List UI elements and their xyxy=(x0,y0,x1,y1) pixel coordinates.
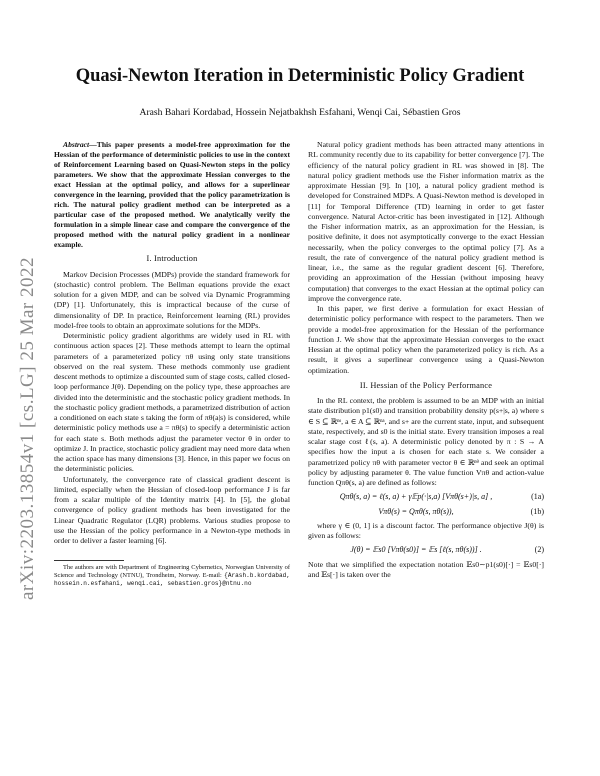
equation-1a xyxy=(308,492,544,502)
right-column xyxy=(308,140,544,580)
footnote-text: The authors are with Department of Engineering Cybernetics, Norwegian University of Science and Technology (NTNU), Trondheim, Norway. E-mail: xyxy=(54,564,290,580)
left-column xyxy=(54,140,290,588)
equation-2-body: J(θ) = 𝔼s0 [Vπθ(s0)] = 𝔼s [ℓ(s, πθ(s))] . xyxy=(350,545,482,555)
abstract-label: Abstract xyxy=(63,140,90,149)
equation-2 xyxy=(308,545,544,555)
intro-paragraph-1: Markov Decision Processes (MDPs) provide the standard framework for (stochastic) control problem. The Bellman equations provide the exact solution for a given MDP, and can be solved via Dynamic Programming (DP) [1]. Unfortunately, this is impractical because of the curse of dimensionality of DP. In practice, Reinforcement learning (RL) provides model-free tools to obtain an approximate solutions for the MDPs. xyxy=(54,269,290,330)
after-eq1-text: where γ ∈ (0, 1] is a discount factor. The performance objective J(θ) is given as follows: xyxy=(308,520,544,540)
equation-1a-number: (1a) xyxy=(531,492,544,502)
section-heading-hessian: II. Hessian of the Policy Performance xyxy=(359,380,493,390)
footnote xyxy=(54,564,290,588)
footnote-rule xyxy=(54,560,124,561)
abstract-text: —This paper presents a model-free approximation for the Hessian of the performance of deterministic policies to use in the context of Reinforcement Learning based on Quasi-Newton steps in the policy parameters. We show that the approximate Hessian converges to the exact Hessian at the optimal policy, and allows for a superlinear convergence in the learning, provided that the policy parametrization is rich. The natural policy gradient method can be interpreted as a particular case of the proposed method. We analytically verify the formulation in a simple linear case and compare the convergence of the proposed method with the natural policy gradient in a nonlinear example. xyxy=(54,140,290,249)
paper-title: Quasi-Newton Iteration in Deterministic Policy Gradient xyxy=(75,66,525,86)
intro-paragraph-2: Deterministic policy gradient algorithms are widely used in RL with continuous action spaces [2]. These methods attempt to learn the optimal parameters of a parameterized policy πθ using only state transitions observed on the real system. These methods commonly use gradient descent methods to optimize a discounted sum of stage costs, called closed-loop performance J(θ). Depending on the policy type, these approaches are divided into the deterministic and the stochastic policy gradient methods. In the stochastic policy gradient methods, a parametrized distribution of action a conditioned on each state s taking the form of πθ(a|s) is considered, while deterministic policy methods use a = πθ(s) to specify a deterministic action for each state s. Both methods adjust the parameter vector θ in order to optimize J. In practice, stochastic policy gradient may need more data when the action space has many dimensions [3]. Hence, in this paper we focus on the deterministic policies. xyxy=(54,331,290,474)
equation-2-number: (2) xyxy=(534,545,544,555)
abstract xyxy=(54,140,290,249)
arxiv-identifier: arXiv:2203.13854v1 [cs.LG] 25 Mar 2022 xyxy=(17,256,38,600)
equation-1b xyxy=(308,507,544,517)
right-paragraph-2: In this paper, we first derive a formulation for exact Hessian of deterministic policy performance with respect to the parameters. Then we provide a model-free approximation for the Hessian of the performance function J. We show that the approximate Hessian converges to the exact Hessian at the optimal policy when the parameterized policy is rich. As a result, it gives a superlinear convergence using a Quasi-Newton optimization. xyxy=(308,304,544,375)
footnote-emails: {Arash.b.kordabad, hossein.n.esfahani, wenqi.cai, sebastien.gros}@ntnu.no xyxy=(54,572,290,588)
right-paragraph-1: Natural policy gradient methods has been attracted many attentions in RL community recently due to its capability for better convergence [7]. The efficiency of the natural policy gradient in RL was showed in [8]. The natural policy gradient methods use the Fisher information matrix as the approximate Hessian [9]. In [10], a natural policy gradient method is developed for Constrained MDPs. A Quasi-Newton method is developed in [11] for Temporal Difference (TD) learning in order to get faster convergence. Natural Actor-critic has been investigated in [12]. Although the Fisher information matrix, as an approximation for the Hessian, is positive definite, it does not asymptotically converge to the exact Hessian necessarily, when the policy converges to the optimal policy [7]. As a result, the rate of convergence of the natural policy gradient method is linear, i.e., the same as the regular gradient descent [6]. Therefore, providing an approximation of the Hessian (without imposing heavy computation) that converges to the exact Hessian at the optimal policy can improve the convergence rate. xyxy=(308,140,544,303)
paper-authors: Arash Bahari Kordabad, Hossein Nejatbakhsh Esfahani, Wenqi Cai, Sébastien Gros xyxy=(139,107,461,118)
equation-1b-number: (1b) xyxy=(530,506,544,516)
after-eq2-text: Note that we simplified the expectation notation 𝔼s0∼p1(s0)[·] = 𝔼s0[·] and 𝔼s[·] is taken over the xyxy=(308,559,544,579)
equation-1a-body: Qπθ(s, a) = ℓ(s, a) + γ𝔼p(·|s,a) [Vπθ(s+)|s, a] , xyxy=(339,492,493,502)
section2-paragraph: In the RL context, the problem is assumed to be an MDP with an initial state distribution p1(s0) and transition probability density p(s+|s, a) where s ∈ S ⊆ ℝⁿˢ, a ∈ A ⊆ ℝⁿᵃ, and s+ are the current state, input, and subsequent state, respectively, and s0 is the initial state. Every transition imposes a real scalar stage cost ℓ(s, a). A deterministic policy denoted by π : S → A specifies how the input a is chosen for each state s. We consider a parametrized policy πθ with parameter vector θ ∈ ℝⁿᶿ and seek an optimal policy by adjusting parameter θ. The value function Vπθ and action-value function Qπθ(s, a) are defined as follows: xyxy=(308,396,544,487)
intro-paragraph-3: Unfortunately, the convergence rate of classical gradient descent is limited, especially when the Hessian of closed-loop performance J is far from a scalar multiple of the Identity matrix [4]. In [5], the global convergence of policy gradient methods has been investigated for the Linear Quadratic Regulator (LQR) problems. Various studies propose to use the Hessian of the policy performance in a Newton-type methods in order to deliver a faster learning [6]. xyxy=(54,474,290,546)
equation-1b-body: Vπθ(s) = Qπθ(s, πθ(s)), xyxy=(378,506,454,516)
section-heading-introduction: I. Introduction xyxy=(146,254,198,264)
